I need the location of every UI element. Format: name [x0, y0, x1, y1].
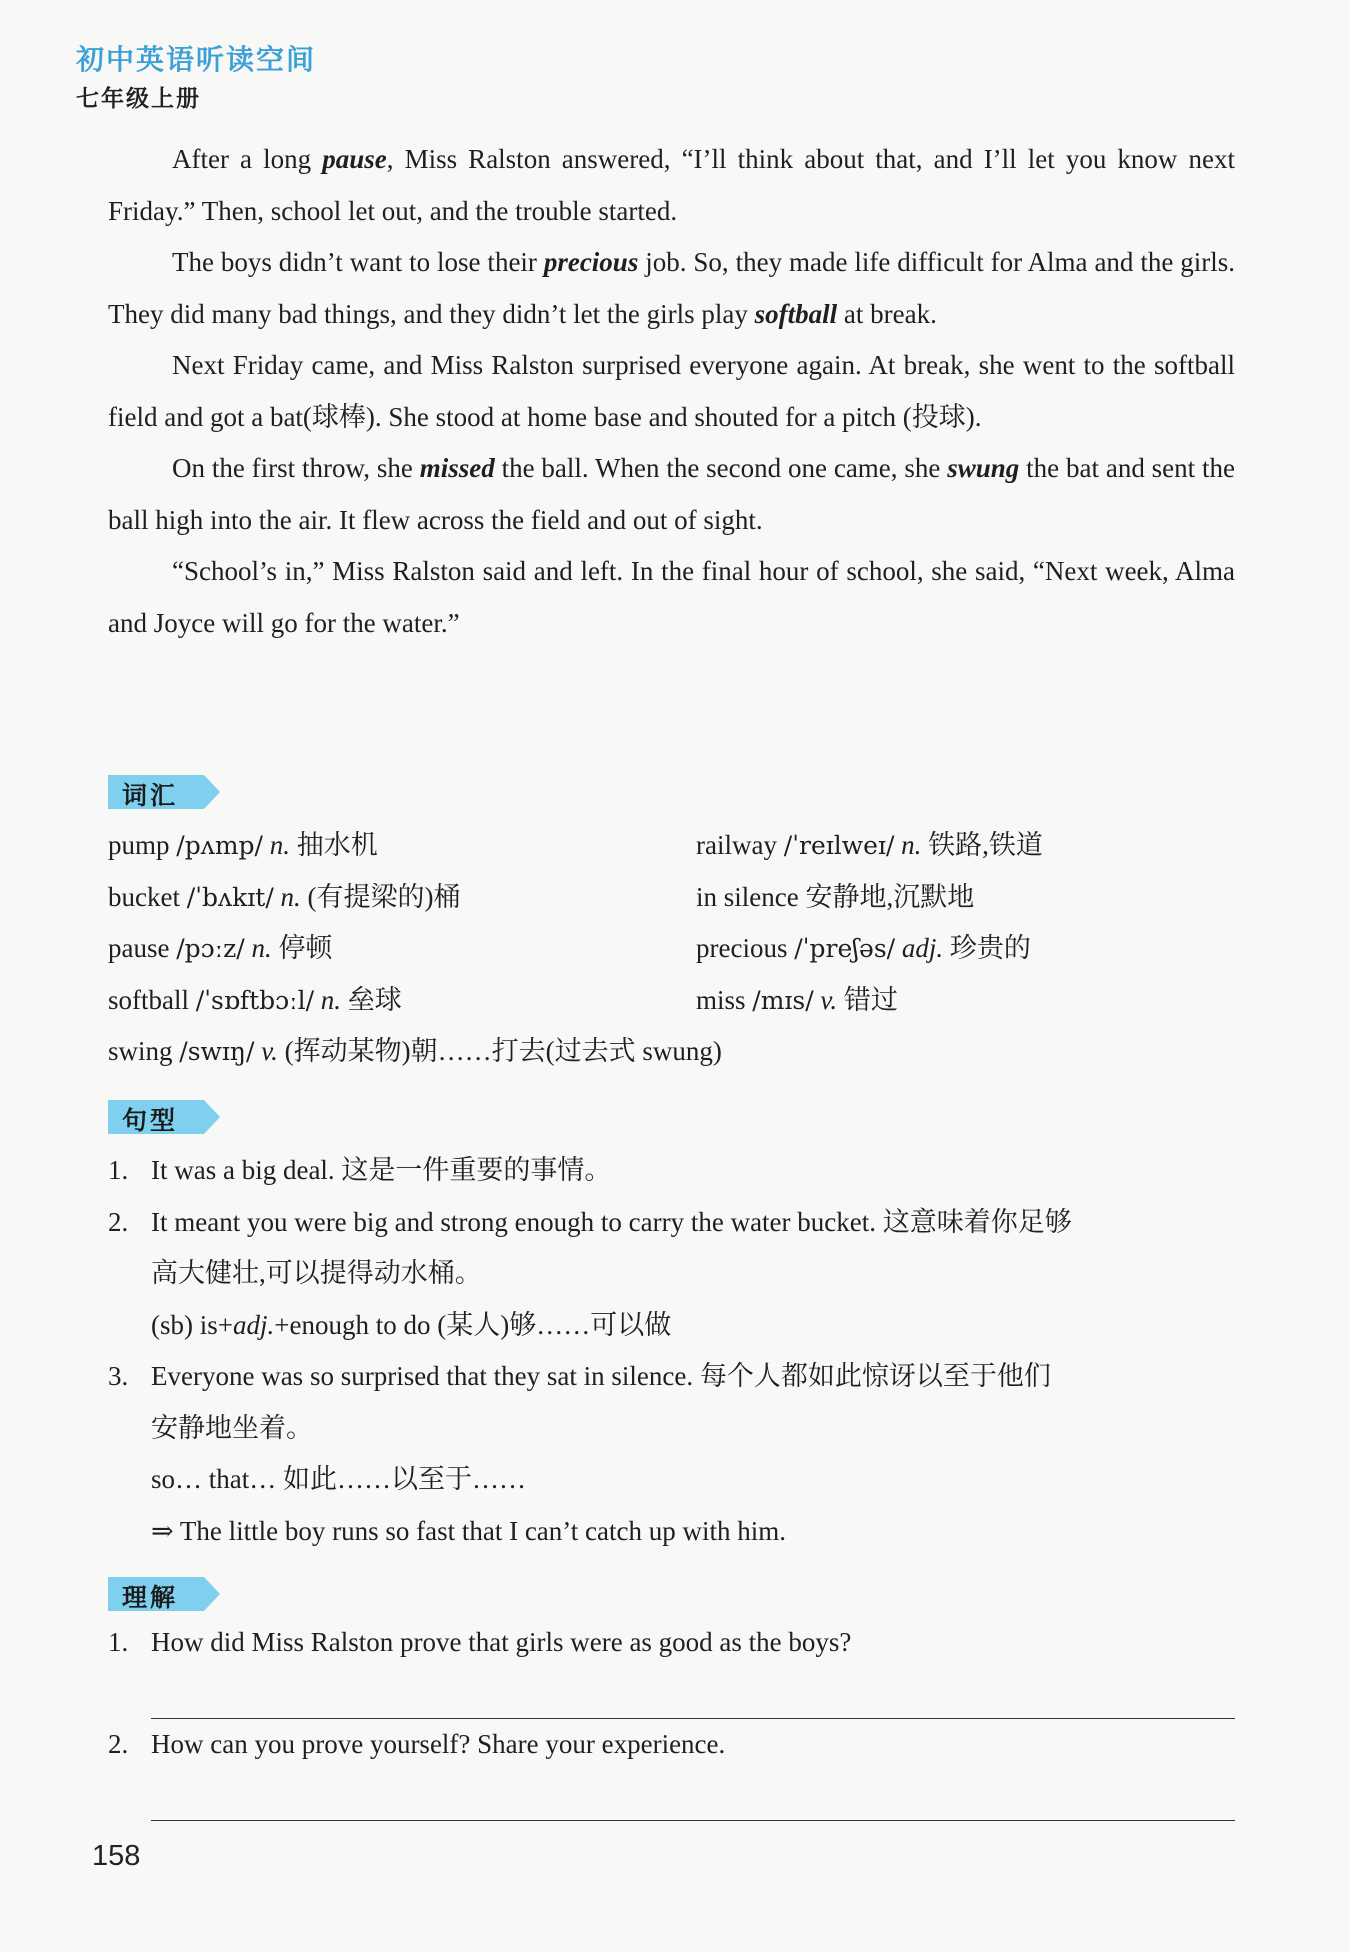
vocab-item: pump /pʌmp/ n. 抽水机: [108, 830, 378, 860]
paragraph-5: “School’s in,” Miss Ralston said and left. In the final hour of school, she said, “Next week, Alma and Joyce will go for the water.”: [108, 556, 1235, 638]
sentence-continuation: 高大健壮,可以提得动水桶。: [151, 1258, 482, 1288]
sentence-pattern: (sb) is+adj.+enough to do (某人)够……可以做: [151, 1309, 672, 1340]
vocab-item: miss /mɪs/ v. 错过: [696, 984, 898, 1015]
sentence-section-tag: [108, 1100, 220, 1134]
paragraph-1: After a long pause, Miss Ralston answered, “I’ll think about that, and I’ll let you know next Friday.” Then, school let out, and the trouble started.: [108, 144, 1235, 226]
vocabulary-list: [108, 820, 1235, 1078]
book-subtitle: 七年级上册: [76, 85, 201, 112]
paragraph-4: On the first throw, she missed the ball. When the second one came, she swung the bat and sent the ball high into the air. It flew across the field and out of sight.: [108, 453, 1236, 535]
vocab-row: [108, 872, 1235, 924]
vocab-item: swing /swɪŋ/ v. (挥动某物)朝……打去(过去式 swung): [108, 1036, 722, 1066]
vocab-item: softball /ˈsɒftbɔːl/ n. 垒球: [108, 984, 402, 1015]
paragraph-3: Next Friday came, and Miss Ralston surprised everyone again. At break, she went to the softball field and got a bat(球棒). She stood at home base and shouted for a pitch (投球).: [108, 350, 1235, 432]
vocab-item: in silence 安静地,沉默地: [696, 881, 975, 912]
comprehension-section-tag: [108, 1577, 220, 1611]
vocab-row: [108, 1026, 1235, 1078]
vocab-section-tag: [108, 775, 220, 809]
question-item: 2. How can you prove yourself? Share your experience.: [108, 1729, 726, 1759]
keyword-precious: precious: [543, 247, 639, 277]
vocab-row: [108, 820, 1235, 872]
sentence-continuation: 安静地坐着。: [151, 1412, 313, 1443]
vocab-item: railway /ˈreɪlweɪ/ n. 铁路,铁道: [696, 830, 1043, 860]
reading-passage: [108, 134, 1235, 649]
sentence-tag-label: 句型: [122, 1106, 179, 1135]
question-item: 1. How did Miss Ralston prove that girls were as good as the boys?: [108, 1627, 852, 1657]
vocab-row: [108, 975, 1235, 1027]
sentence-pattern: so… that… 如此……以至于……: [151, 1464, 526, 1494]
comprehension-tag-label: 理解: [122, 1583, 179, 1612]
page-number: 158: [92, 1840, 141, 1872]
vocab-row: [108, 923, 1235, 975]
sentence-patterns: [108, 1145, 1235, 1557]
answer-line-2[interactable]: [151, 1820, 1235, 1821]
sentence-example: ⇒ The little boy runs so fast that I can’t catch up with him.: [151, 1515, 787, 1546]
vocab-tag-label: 词汇: [122, 781, 179, 810]
vocab-item: precious /ˈpreʃəs/ adj. 珍贵的: [696, 933, 1031, 963]
keyword-softball: softball: [754, 298, 838, 329]
answer-line-1[interactable]: [151, 1718, 1235, 1719]
vocab-item: pause /pɔːz/ n. 停顿: [108, 933, 333, 963]
sentence-item: 2. It meant you were big and strong enough to carry the water bucket. 这意味着你足够: [108, 1206, 1072, 1237]
sentence-item: 1. It was a big deal. 这是一件重要的事情。: [108, 1155, 612, 1185]
vocab-item: bucket /ˈbʌkɪt/ n. (有提梁的)桶: [108, 881, 461, 912]
keyword-swung: swung: [947, 453, 1020, 483]
keyword-pause: pause: [322, 144, 387, 174]
book-title: 初中英语听读空间: [76, 43, 317, 76]
paragraph-2: The boys didn’t want to lose their precious job. So, they made life difficult for Alma and the girls. They did many bad things, and they didn’t let the girls play softball at break.: [108, 247, 1235, 329]
keyword-missed: missed: [419, 453, 495, 483]
sentence-item: 3. Everyone was so surprised that they sat in silence. 每个人都如此惊讶以至于他们: [108, 1361, 1051, 1391]
